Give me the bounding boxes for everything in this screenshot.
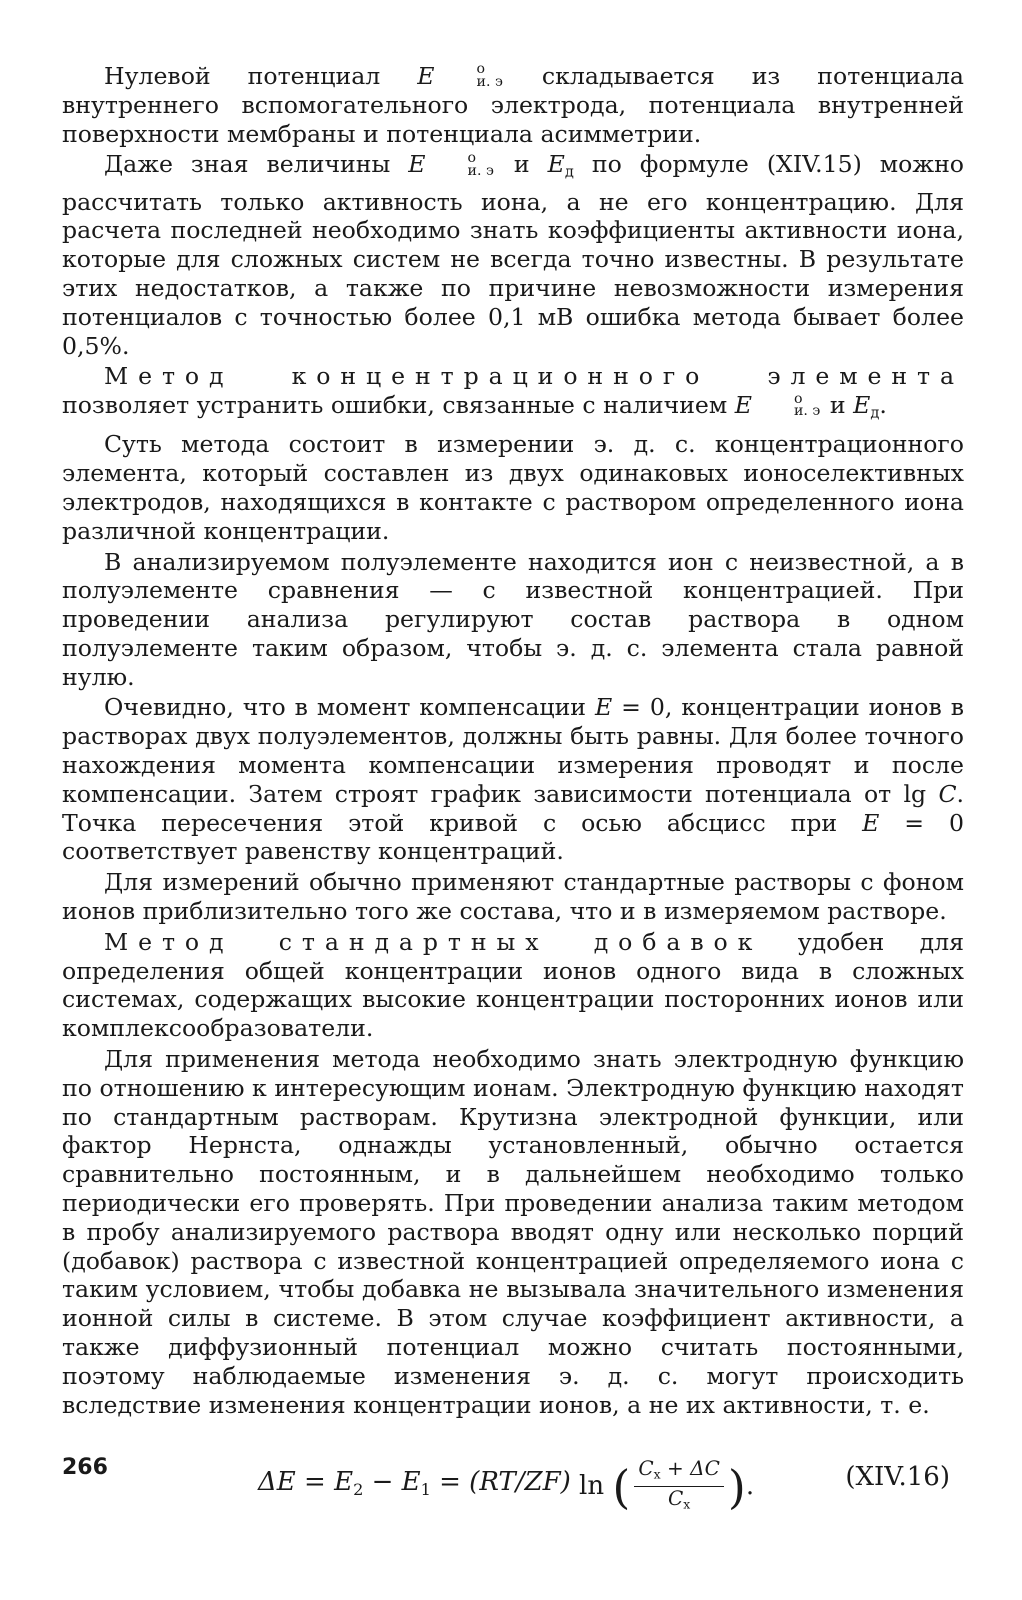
formula-expression: $\Delta E = E_2 - E_1 = (RT/ZF)$ ln ( $\frac{C_x + \Delta C}{C_x}$ ) . [258,1457,754,1515]
paragraph-5: В анализируемом полуэлементе находится ион с неизвестной, а в полуэлементе сравнения — с известной концентрацией. При проведении анализа регулируют состав раствора в одном полуэлементе таким образом, чтобы э. д. с. элемента стала равной нулю. [62,547,964,691]
formula-fraction: $\frac{C_x + \Delta C}{C_x}$ [634,1457,724,1515]
paragraph-3: Метод концентрационного элемента позволяет устранить ошибки, связанные с наличием E о и. э и $E_д$. [62,362,964,422]
paragraph-1: Нулевой потенциал E о и. э складывается из потенциала внутреннего вспомогательного электрода, потенциала внутренней поверхности мембраны и потенциала асимметрии. [62,61,964,148]
formula-xiv-16 [62,1443,964,1523]
paragraph-7: Для измерений обычно применяют стандартные растворы с фоном ионов приблизительно того же состава, что и в измеряемом растворе. [62,868,964,926]
paragraph-9: Для применения метода необходимо знать электродную функцию по отношению к интересующим ионам. Электродную функцию находят по стандартным растворам. Крутизна электродной функции, или фактор Нернста, однажды установленный, обычно остается сравнительно постоянным, и в дальнейшем необходимо только периодически его проверять. При проведении анализа таким методом в пробу анализируемого раствора вводят одну или несколько порций (добавок) раствора с известной концентрацией определяемого иона с таким условием, чтобы добавка не вызывала значительного изменения ионной силы в системе. В этом случае коэффициент активности, а также диффузионный потенциал можно считать постоянными, поэтому наблюдаемые изменения э. д. с. могут происходить вследствие изменения концентрации ионов, а не их активности, т. е. [62,1045,964,1419]
paragraph-4: Суть метода состоит в измерении э. д. с. концентрационного элемента, который составлен из двух одинаковых ионоселективных электродов, находящихся в контакте с раствором определенного иона различной концентрации. [62,430,964,545]
page-number: 266 [62,1455,108,1480]
paragraph-6: Очевидно, что в момент компенсации E = 0, концентрации ионов в растворах двух полуэлементов, должны быть равны. Для более точного нахождения момента компенсации измерения проводят и после компенсации. Затем строят график зависимости потенциала от lg C. Точка пересечения этой кривой с осью абсцисс при E = 0 соответствует равенству концентраций. [62,693,965,866]
paragraph-2: Даже зная величины E о и. э и $E_д$ по формуле (XIV.15) можно рассчитать только активность иона, а не его концентрацию. Для расчета последней необходимо знать коэффициенты активности иона, которые для сложных систем не всегда точно известны. В результате этих недостатков, а также по причине невозможности измерения потенциалов с точностью более 0,1 мВ ошибка метода бывает более 0,5%. [62,149,964,360]
formula-label: (XIV.16) [845,1462,950,1493]
paragraph-8: Метод стандартных добавок удобен для определения общей концентрации ионов одного вида в сложных системах, содержащих высокие концентрации посторонних ионов или комплексообразователи. [62,927,964,1043]
